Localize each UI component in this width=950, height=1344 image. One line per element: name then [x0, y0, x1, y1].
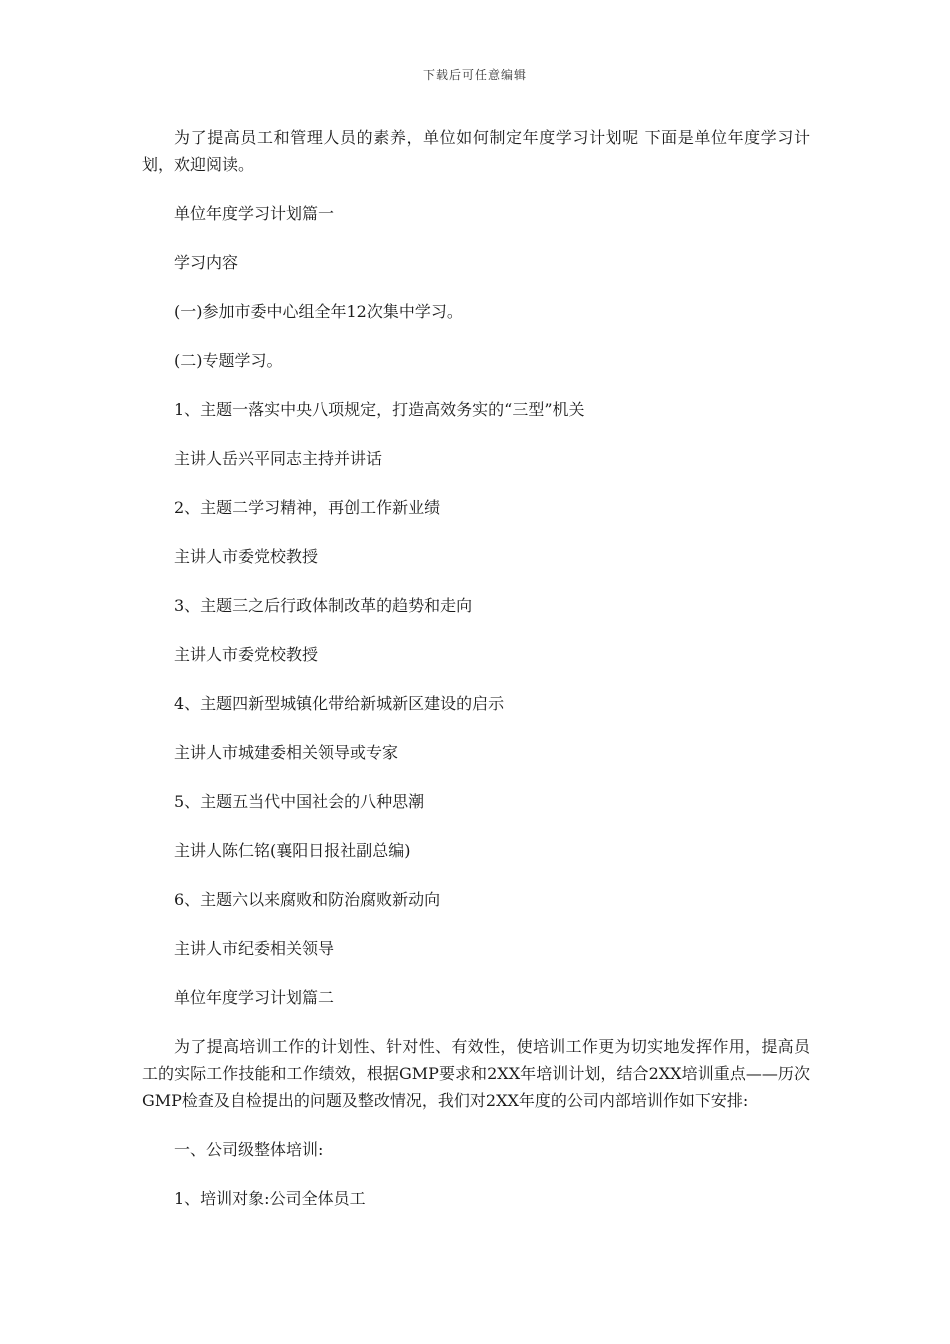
training-target-1: 1、培训对象:公司全体员工	[174, 1189, 366, 1208]
topic-4: 4、主题四新型城镇化带给新城新区建设的启示	[174, 694, 505, 713]
document-body	[142, 124, 810, 1212]
heading-study-content: 学习内容	[174, 253, 239, 272]
speaker-5: 主讲人陈仁铭(襄阳日报社副总编)	[174, 841, 411, 860]
topic-2: 2、主题二学习精神，再创工作新业绩	[174, 498, 441, 517]
header-note: 下载后可任意编辑	[422, 68, 527, 82]
topic-3: 3、主题三之后行政体制改革的趋势和走向	[174, 596, 473, 615]
speaker-3: 主讲人市委党校教授	[174, 645, 319, 664]
topic-5: 5、主题五当代中国社会的八种思潮	[174, 792, 425, 811]
speaker-1: 主讲人岳兴平同志主持并讲话	[174, 449, 383, 468]
section-title-part2: 单位年度学习计划篇二	[174, 988, 335, 1007]
section-1-heading: 一、公司级整体培训:	[174, 1140, 324, 1159]
item-a: (一)参加市委中心组全年12次集中学习。	[174, 302, 463, 321]
topic-1: 1、主题一落实中央八项规定，打造高效务实的“三型”机关	[174, 400, 585, 419]
intro-paragraph: 为了提高员工和管理人员的素养，单位如何制定年度学习计划呢 下面是单位年度学习计划，欢迎阅读。	[142, 128, 810, 174]
part2-intro-paragraph: 为了提高培训工作的计划性、针对性、有效性，使培训工作更为切实地发挥作用，提高员工的实际工作技能和工作绩效，根据GMP要求和2XX年培训计划，结合2XX培训重点——历次GMP检查及自检提出的问题及整改情况，我们对2XX年度的公司内部培训作如下安排:	[142, 1037, 810, 1110]
topic-6: 6、主题六以来腐败和防治腐败新动向	[174, 890, 441, 909]
speaker-2: 主讲人市委党校教授	[174, 547, 319, 566]
section-title-part1: 单位年度学习计划篇一	[174, 204, 335, 223]
item-b: (二)专题学习。	[174, 351, 283, 370]
speaker-6: 主讲人市纪委相关领导	[174, 939, 335, 958]
speaker-4: 主讲人市城建委相关领导或专家	[174, 743, 399, 762]
